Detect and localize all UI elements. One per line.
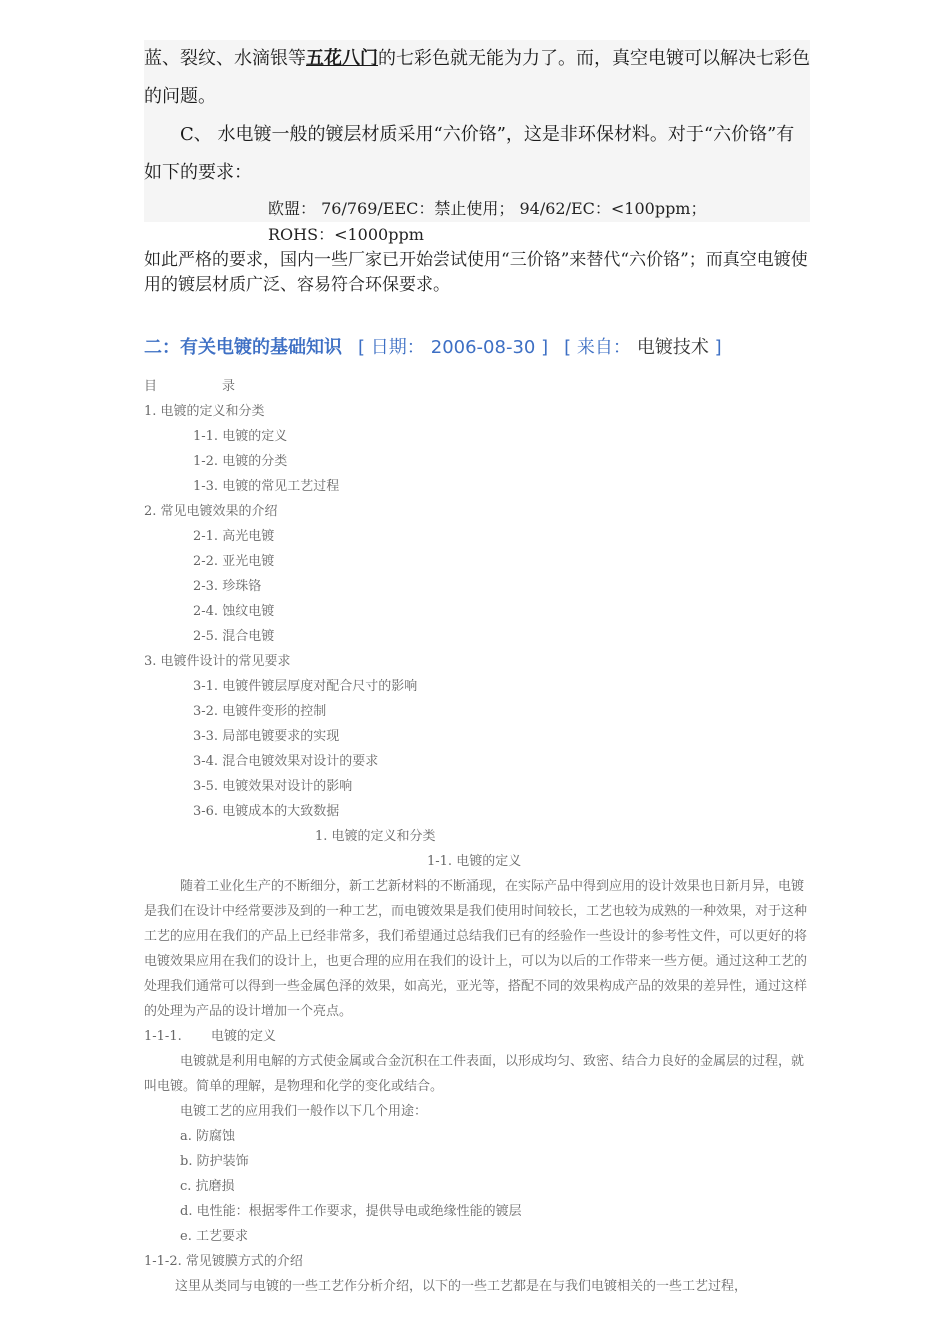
subsection-heading	[144, 1024, 810, 1049]
toc-item: 3-5. 电镀效果对设计的影响	[193, 779, 353, 794]
article-source: 电镀技术	[636, 337, 709, 358]
toc-item: 1-1. 电镀的定义	[193, 429, 288, 444]
toc-item: 3-3. 局部电镀要求的实现	[193, 729, 340, 744]
paragraph-chromium: C、 水电镀一般的镀层材质采用“六价铬”，这是非环保材料。对于“六价铬”有如下的要求：	[144, 124, 795, 183]
table-of-contents	[144, 399, 810, 824]
subsection-title: 1-1. 电镀的定义	[427, 854, 522, 869]
toc-item: 2-4. 蚀纹电镀	[193, 604, 275, 619]
toc-item: 2-2. 亚光电镀	[193, 554, 275, 569]
intro-paragraph: 随着工业化生产的不断细分，新工艺新材料的不断涌现，在实际产品中得到应用的设计效果也日新月异，电镀是我们在设计中经常要涉及到的一种工艺，而电镀效果是我们使用时间较长，工艺也较为成熟的一种效果，对于这种工艺的应用在我们的产品上已经非常多，我们希望通过总结我们已有的经验作一些设计的参考性文件，可以更好的将电镀效果应用在我们的设计上，也更合理的应用在我们的设计上，可以为以后的工作带来一些方便。通过这种工艺的处理我们通常可以得到一些金属色泽的效果，如高光，亚光等，搭配不同的效果构成产品的效果的差异性，通过这样的处理为产品的设计增加一个亮点。	[144, 879, 808, 1019]
regulation-eu: 欧盟： 76/769/EEC：禁止使用； 94/62/EC：<100ppm；	[268, 199, 707, 218]
toc-item: 1. 电镀的定义和分类	[144, 404, 265, 419]
toc-item: 1-2. 电镀的分类	[193, 454, 288, 469]
toc-item: 3-4. 混合电镀效果对设计的要求	[193, 754, 379, 769]
toc-heading-part: 录	[222, 379, 236, 394]
paragraph-colors	[144, 40, 810, 116]
date-label: [ 日期：	[358, 337, 425, 358]
article-title: 二：有关电镀的基础知识	[144, 337, 342, 358]
paragraph-requirements: 如此严格的要求，国内一些厂家已开始尝试使用“三价铬”来替代“六价铬”；而真空电镀使用的镀层材质广泛、容易符合环保要求。	[144, 250, 808, 295]
subsection-heading: 1-1-2. 常见镀膜方式的介绍	[144, 1254, 303, 1269]
top-highlight-block	[144, 40, 810, 222]
section-title: 1. 电镀的定义和分类	[315, 829, 436, 844]
list-item: a. 防腐蚀	[180, 1129, 236, 1144]
subsection-number: 1-1-1.	[144, 1029, 182, 1044]
toc-item: 2-1. 高光电镀	[193, 529, 275, 544]
definition-paragraph: 电镀就是利用电解的方式使金属或合金沉积在工件表面，以形成均匀、致密、结合力良好的金属层的过程，就叫电镀。简单的理解，是物理和化学的变化或结合。	[144, 1054, 805, 1094]
toc-item: 3. 电镀件设计的常见要求	[144, 654, 291, 669]
uses-intro: 电镀工艺的应用我们一般作以下几个用途：	[180, 1104, 428, 1119]
toc-item: 3-2. 电镀件变形的控制	[193, 704, 327, 719]
toc-heading-part: 目	[144, 379, 158, 394]
source-close: ]	[714, 337, 722, 358]
list-item: b. 防护装饰	[180, 1154, 249, 1169]
toc-item: 3-1. 电镀件镀层厚度对配合尺寸的影响	[193, 679, 418, 694]
list-item: e. 工艺要求	[180, 1229, 248, 1244]
article-date: 2006-08-30	[430, 337, 536, 358]
toc-item: 3-6. 电镀成本的大致数据	[193, 804, 340, 819]
subsection-label: 电镀的定义	[211, 1029, 277, 1044]
list-item: c. 抗磨损	[180, 1179, 235, 1194]
date-close: ]	[541, 337, 549, 358]
text-fragment: 蓝、裂纹、水滴银等	[144, 48, 306, 69]
closing-paragraph: 这里从类同与电镀的一些工艺作分析介绍，以下的一些工艺都是在与我们电镀相关的一些工艺过程，	[175, 1279, 748, 1294]
uses-list	[144, 1124, 810, 1249]
source-label: [ 来自：	[564, 337, 631, 358]
underlined-term: 五花八门	[306, 48, 378, 69]
article-heading	[144, 334, 810, 362]
document-page	[144, 40, 810, 1299]
toc-item: 2-3. 珍珠铬	[193, 579, 262, 594]
regulation-rohs: ROHS：<1000ppm	[268, 225, 424, 244]
text-fragment: 的七彩色就无能为力了。而，真空电镀可以解决七彩色的问题。	[144, 48, 810, 107]
toc-item: 1-3. 电镀的常见工艺过程	[193, 479, 340, 494]
toc-item: 2. 常见电镀效果的介绍	[144, 504, 278, 519]
toc-heading	[144, 374, 810, 399]
list-item: d. 电性能：根据零件工作要求，提供导电或绝缘性能的镀层	[180, 1204, 522, 1219]
toc-item: 2-5. 混合电镀	[193, 629, 275, 644]
